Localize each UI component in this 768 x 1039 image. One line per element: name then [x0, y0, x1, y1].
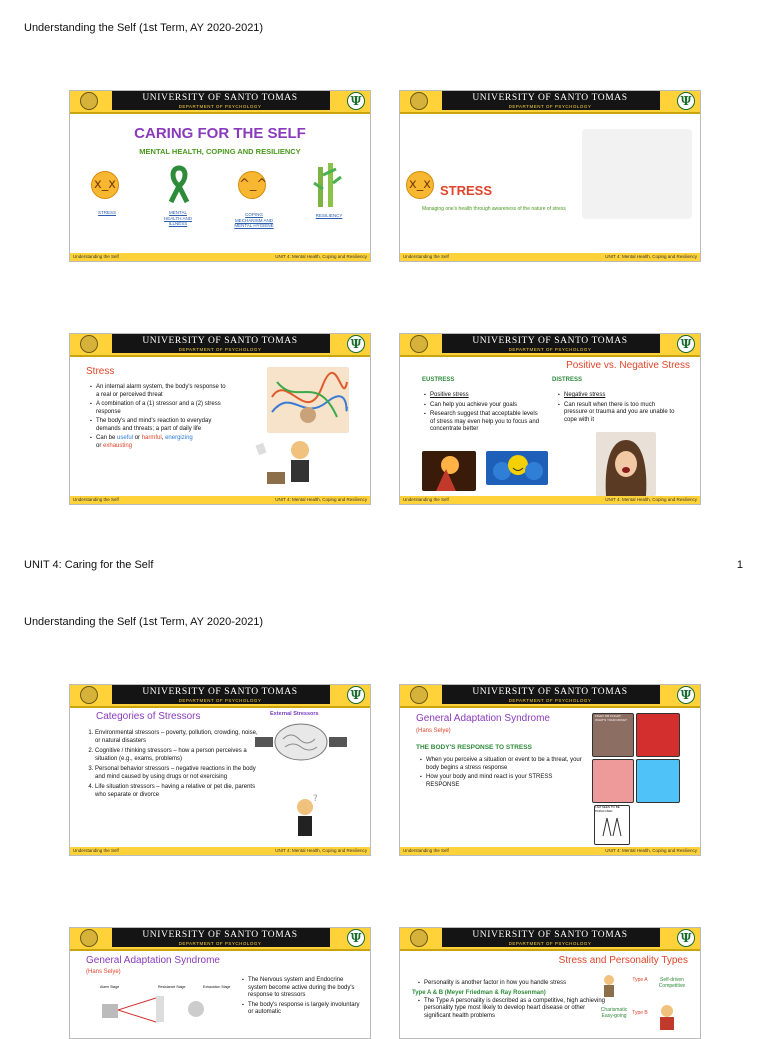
panel-caption: FIGHT OR FLIGHT: WHAT'S YOUR MOVE? — [595, 714, 627, 722]
slide-banner — [400, 334, 700, 357]
distress-bullets — [558, 392, 676, 426]
slide-general-adaptation-syndrome — [399, 684, 701, 856]
stressed-woman-photo — [596, 432, 656, 496]
stage-label: Alarm Stage — [100, 985, 120, 989]
slide-footer: Understanding the Self UNIT 4: Mental Health, Coping and Resiliency — [70, 253, 370, 261]
university-name: UNIVERSITY OF SANTO TOMAS — [142, 336, 298, 346]
slide-banner — [400, 928, 700, 951]
distress-heading: DISTRESS — [552, 377, 583, 383]
type-a-description: Self-driven Competitive — [658, 977, 686, 989]
slide-banner — [400, 91, 700, 114]
building-illustration — [582, 129, 692, 219]
bullet: ▪ The body's and mind's reaction to everyday demands and threats; a part of daily life — [96, 418, 230, 433]
link-mental-health[interactable]: MENTAL HEALTH AND ILLNESS — [164, 210, 192, 226]
psi-logo-icon: Ψ — [677, 335, 695, 353]
psi-logo-icon: Ψ — [347, 929, 365, 947]
hugging-face-icon: ^_^ — [238, 171, 266, 199]
slide-author: (Hans Selye) — [416, 728, 451, 734]
bullet: ▪ Personality is another factor in how you handle stress — [424, 980, 608, 988]
bullet: ▪ How your body and mind react is your STRESS RESPONSE — [426, 774, 585, 789]
list-item: 2. Cognitive / thinking stressors – how a person perceives a situation (e.g., exams, problems) — [95, 748, 264, 763]
alarm-panel — [592, 759, 634, 803]
stage-label: Exhaustion Stage — [203, 985, 231, 989]
flight-panel — [636, 713, 680, 757]
bullet: ▪ The Type A personality is described as a competitive, high achieving personality type most likely to develop heart disease or other significant health problems — [424, 998, 608, 1021]
smiley-balls-photo — [486, 451, 548, 485]
bamboo-icon — [312, 163, 342, 207]
stage-label: Resistance Stage — [158, 985, 186, 989]
department-name: DEPARTMENT OF PSYCHOLOGY — [508, 347, 592, 352]
list-item: 4. Life situation stressors – having a relative or pet die, parents who separate or divorce — [95, 784, 264, 799]
department-name: DEPARTMENT OF PSYCHOLOGY — [508, 941, 592, 946]
type-a-figure-icon — [598, 974, 620, 998]
slide-gas-stages — [69, 927, 371, 1039]
bullet: ▪ The body's response is largely involuntary or automatic — [248, 1002, 362, 1017]
slide-title: STRESS — [440, 183, 493, 198]
slide-footer: Understanding the Self UNIT 4: Mental Health, Coping and Resiliency — [400, 847, 700, 855]
bullet: ▪ An internal alarm system, the body's response to a real or perceived threat — [96, 384, 230, 399]
psi-logo-icon: Ψ — [347, 686, 365, 704]
bullet: ▪ A combination of a (1) stressor and a (2) stress response — [96, 401, 230, 416]
stressor-list — [84, 730, 264, 802]
slide-title: General Adaptation Syndrome — [416, 713, 550, 724]
page-header-2: Understanding the Self (1st Term, AY 2020-2021) — [24, 616, 264, 628]
psi-logo-icon: Ψ — [677, 92, 695, 110]
type-b-figure-icon — [654, 1004, 680, 1030]
psi-logo-icon: Ψ — [677, 686, 695, 704]
slide-title: CARING FOR THE SELF — [134, 125, 306, 142]
department-name: DEPARTMENT OF PSYCHOLOGY — [178, 698, 262, 703]
slide-title: Categories of Stressors — [96, 711, 201, 722]
tired-face-icon: x_x — [91, 171, 119, 199]
slide-banner — [70, 91, 370, 114]
type-b-description: Charismatic Easy-going — [600, 1007, 628, 1019]
awareness-ribbon-icon — [168, 164, 190, 204]
page-header: Understanding the Self (1st Term, AY 2020-2021) — [24, 22, 264, 34]
page-number: 1 — [736, 559, 743, 571]
slide-stress-title — [399, 90, 701, 262]
stressed-man-illustration — [255, 434, 330, 496]
department-name: DEPARTMENT OF PSYCHOLOGY — [508, 104, 592, 109]
slide-subtitle: Managing one's health through awareness of the nature of stress — [422, 206, 566, 212]
tired-face-icon: x_x — [406, 171, 434, 199]
department-name: DEPARTMENT OF PSYCHOLOGY — [178, 941, 262, 946]
bullet: ▪ Can result when there is too much pressure or trauma and you are unable to cope with it — [564, 402, 676, 425]
eustress-heading: EUSTRESS — [422, 377, 455, 383]
slide-title: Positive vs. Negative Stress — [566, 360, 690, 371]
brain-clamp-illustration — [253, 721, 349, 763]
list-item: 3. Personal behavior stressors – negative reactions in the body and mind caused by using drugs or not exercising — [95, 766, 264, 781]
slide-author: (Hans Selye) — [86, 969, 121, 975]
slide-categories-of-stressors — [69, 684, 371, 856]
university-name: UNIVERSITY OF SANTO TOMAS — [472, 930, 628, 940]
slide-banner — [400, 685, 700, 708]
confused-man-illustration — [285, 793, 325, 845]
slide-banner — [70, 928, 370, 951]
university-name: UNIVERSITY OF SANTO TOMAS — [472, 687, 628, 697]
slide-stress-definition — [69, 333, 371, 505]
slide-footer: Understanding the Self UNIT 4: Mental Health, Coping and Resiliency — [400, 253, 700, 261]
psi-logo-icon: Ψ — [677, 929, 695, 947]
slide-banner — [70, 685, 370, 708]
slide-personality-types — [399, 927, 701, 1039]
slide-footer: Understanding the Self UNIT 4: Mental Health, Coping and Resiliency — [70, 847, 370, 855]
slide-footer: Understanding the Self UNIT 4: Mental Health, Coping and Resiliency — [400, 496, 700, 504]
eustress-bullets — [424, 392, 542, 436]
bullet: ▪ When you perceive a situation or event to be a threat, your body begins a stress response — [426, 757, 585, 772]
bullet: ▪ The Nervous system and Endocrine system become active during the body's response to stressors — [248, 977, 362, 1000]
personality-bullets — [412, 980, 608, 1022]
list-item: 1. Environmental stressors – poverty, pollution, crowding, noise, or natural disasters — [95, 730, 264, 745]
gas-bullets — [420, 757, 585, 791]
response-panel — [636, 759, 680, 803]
link-coping-mechanism[interactable]: COPING MECHANISM AND MENTAL HYGIENE — [234, 212, 274, 228]
gas-bullets — [242, 977, 362, 1019]
link-stress[interactable]: STRESS — [97, 210, 116, 215]
bullet: ▪ Can be useful or harmful, energizing or exhausting — [96, 435, 230, 450]
hand-light-photo — [422, 451, 476, 491]
university-name: UNIVERSITY OF SANTO TOMAS — [472, 93, 628, 103]
bullet: ▪ Can help you achieve your goals — [430, 402, 542, 410]
university-name: UNIVERSITY OF SANTO TOMAS — [142, 930, 298, 940]
slide-subtitle: MENTAL HEALTH, COPING AND RESILIENCY — [139, 147, 301, 156]
slide-title: General Adaptation Syndrome — [86, 955, 220, 966]
link-resiliency[interactable]: RESILIENCY — [315, 213, 343, 218]
university-name: UNIVERSITY OF SANTO TOMAS — [142, 687, 298, 697]
gas-diagram — [96, 994, 226, 1024]
slide-caring-for-the-self — [69, 90, 371, 262]
slide-positive-vs-negative-stress — [399, 333, 701, 505]
bullet: ▪ Positive stress — [430, 392, 542, 400]
university-name: UNIVERSITY OF SANTO TOMAS — [472, 336, 628, 346]
department-name: DEPARTMENT OF PSYCHOLOGY — [178, 104, 262, 109]
bullet: ▪ Research suggest that acceptable levels of stress may even help you to focus and concentrate better — [430, 411, 542, 434]
bullet: ▪ Negative stress — [564, 392, 676, 400]
psi-logo-icon: Ψ — [347, 335, 365, 353]
department-name: DEPARTMENT OF PSYCHOLOGY — [178, 347, 262, 352]
section-heading: THE BODY'S RESPONSE TO STRESS — [416, 744, 532, 751]
tangled-brain-illustration — [267, 367, 349, 433]
svg-text:?: ? — [313, 794, 318, 804]
department-name: DEPARTMENT OF PSYCHOLOGY — [508, 698, 592, 703]
page-footer: UNIT 4: Caring for the Self — [24, 559, 154, 571]
slide-footer: Understanding the Self UNIT 4: Mental Health, Coping and Resiliency — [70, 496, 370, 504]
sub-heading: Type A & B (Meyer Friedman & Ray Rosenman) — [412, 989, 546, 996]
panel-caption-2: I AM SEEN TO BE PARALYZED — [595, 805, 620, 813]
slide-banner — [70, 334, 370, 357]
slide-title: Stress — [86, 366, 115, 377]
image-caption: External Stressors — [270, 711, 319, 717]
stress-bullets — [90, 384, 230, 452]
type-a-label: Type A — [632, 977, 648, 983]
type-b-label: Type B — [632, 1010, 648, 1016]
university-name: UNIVERSITY OF SANTO TOMAS — [142, 93, 298, 103]
slide-title: Stress and Personality Types — [558, 955, 688, 966]
psi-logo-icon: Ψ — [347, 92, 365, 110]
